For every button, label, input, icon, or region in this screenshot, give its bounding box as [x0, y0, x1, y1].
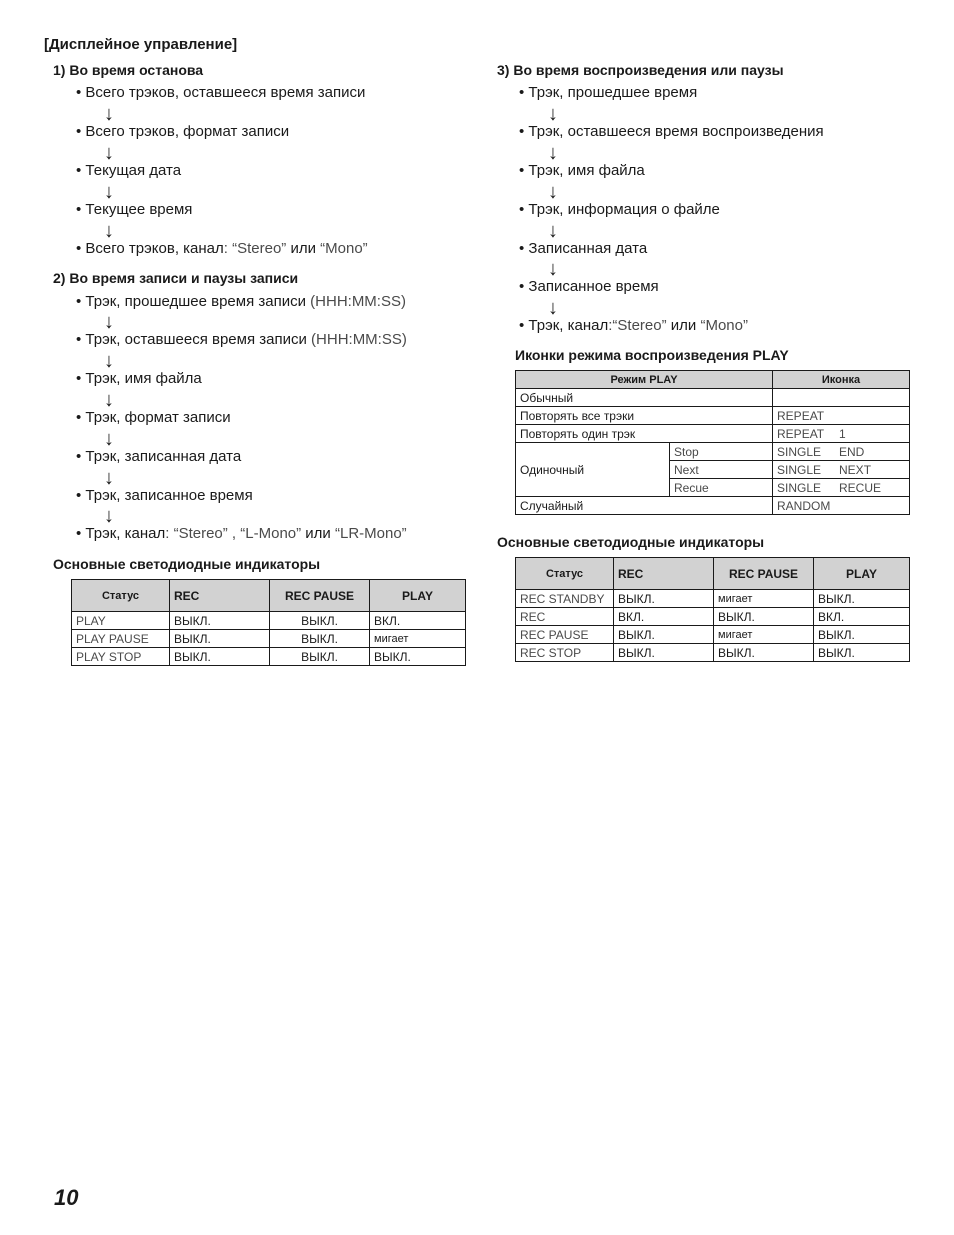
column-header: REC — [614, 558, 714, 590]
list-item: • Записанная дата — [519, 240, 648, 257]
list-item: • Трэк, записанное время — [76, 487, 253, 504]
table-cell: Next — [670, 461, 773, 479]
list-item — [76, 240, 368, 257]
table-cell: ВЫКЛ. — [170, 630, 270, 648]
column-header: REC PAUSE — [714, 558, 814, 590]
table-cell: ВКЛ. — [370, 612, 466, 630]
table-cell: ВЫКЛ. — [814, 590, 910, 608]
item-value: (HHH:MM:SS) — [310, 293, 406, 310]
table-cell: REC PAUSE — [516, 626, 614, 644]
table-cell: Повторять один трэк — [516, 425, 773, 443]
column-header: Статус — [72, 580, 170, 612]
table-header-row — [516, 558, 910, 590]
item-text: • Трэк, оставшееся время записи — [76, 331, 312, 348]
list-item: • Текущая дата — [76, 162, 182, 179]
table-header-row — [72, 580, 466, 612]
table-cell: ВЫКЛ. — [814, 626, 910, 644]
table-row — [72, 648, 466, 666]
down-arrow-icon: ↓ — [104, 311, 114, 333]
page-number: 10 — [54, 1185, 79, 1210]
table-row — [72, 612, 466, 630]
play-icons-table — [515, 370, 910, 515]
icon-text: SINGLE — [777, 444, 822, 459]
item-value: “LR-Mono” — [330, 525, 407, 542]
table-row — [516, 425, 910, 443]
table-cell: мигает — [370, 630, 466, 648]
section-3-heading: 3) Во время воспроизведения или паузы — [497, 62, 784, 78]
down-arrow-icon: ↓ — [104, 350, 114, 372]
list-item — [76, 525, 407, 542]
table-cell: Случайный — [516, 497, 773, 515]
down-arrow-icon: ↓ — [548, 220, 558, 242]
table-cell: ВЫКЛ. — [370, 648, 466, 666]
icon-text: RECUE — [839, 480, 882, 495]
item-value: : “Stereo” — [223, 240, 291, 257]
table-cell — [773, 389, 910, 407]
list-item — [76, 293, 406, 310]
list-item: • Трэк, записанная дата — [76, 448, 242, 465]
down-arrow-icon: ↓ — [104, 467, 114, 489]
list-item — [519, 317, 748, 334]
column-header: Иконка — [773, 371, 910, 389]
led-table-left — [71, 579, 466, 666]
column-header: REC — [170, 580, 270, 612]
down-arrow-icon: ↓ — [548, 142, 558, 164]
table-cell: REC STOP — [516, 644, 614, 662]
icon-text: END — [839, 444, 865, 459]
play-icons-heading: Иконки режима воспроизведения PLAY — [515, 347, 789, 363]
down-arrow-icon: ↓ — [548, 181, 558, 203]
item-value: :“Stereo” — [608, 317, 671, 334]
table-cell: ВКЛ. — [614, 608, 714, 626]
table-cell: ВЫКЛ. — [614, 644, 714, 662]
table-row — [516, 644, 910, 662]
table-cell: REC — [516, 608, 614, 626]
table-cell: ВКЛ. — [814, 608, 910, 626]
item-text: или — [305, 525, 331, 542]
icon-text: SINGLE — [777, 462, 822, 477]
table-cell — [773, 425, 910, 443]
down-arrow-icon: ↓ — [104, 103, 114, 125]
down-arrow-icon: ↓ — [104, 505, 114, 527]
table-cell: RANDOM — [773, 497, 910, 515]
table-row — [516, 497, 910, 515]
table-row — [516, 407, 910, 425]
table-cell: Stop — [670, 443, 773, 461]
table-row — [516, 590, 910, 608]
list-item: • Текущее время — [76, 201, 193, 218]
item-text: или — [290, 240, 316, 257]
item-value: : “Stereo” , “L-Mono” — [165, 525, 306, 542]
list-item: • Всего трэков, оставшееся время записи — [76, 84, 366, 101]
column-header: PLAY — [370, 580, 466, 612]
table-cell: Обычный — [516, 389, 773, 407]
column-header: PLAY — [814, 558, 910, 590]
table-row — [72, 630, 466, 648]
list-item: • Трэк, имя файла — [519, 162, 645, 179]
down-arrow-icon: ↓ — [104, 220, 114, 242]
column-header: Статус — [516, 558, 614, 590]
table-cell: мигает — [714, 626, 814, 644]
down-arrow-icon: ↓ — [104, 181, 114, 203]
down-arrow-icon: ↓ — [104, 428, 114, 450]
table-cell — [773, 443, 910, 461]
table-cell: ВЫКЛ. — [714, 644, 814, 662]
item-text: • Трэк, канал — [519, 317, 609, 334]
table-row — [516, 389, 910, 407]
column-header: REC PAUSE — [270, 580, 370, 612]
list-item — [76, 331, 407, 348]
table-cell: ВЫКЛ. — [170, 648, 270, 666]
down-arrow-icon: ↓ — [104, 389, 114, 411]
table-cell: PLAY PAUSE — [72, 630, 170, 648]
table-row — [516, 626, 910, 644]
table-cell: REPEAT — [773, 407, 910, 425]
list-item: • Трэк, оставшееся время воспроизведения — [519, 123, 824, 140]
page-title: [Дисплейное управление] — [44, 36, 238, 53]
led-heading-right: Основные светодиодные индикаторы — [497, 534, 765, 550]
led-heading-left: Основные светодиодные индикаторы — [53, 556, 321, 572]
table-header-row — [516, 371, 910, 389]
section-1-heading: 1) Во время останова — [53, 62, 204, 78]
table-cell: Recue — [670, 479, 773, 497]
table-cell: ВЫКЛ. — [614, 590, 714, 608]
table-cell: ВЫКЛ. — [614, 626, 714, 644]
led-table-right — [515, 557, 910, 662]
table-row — [516, 443, 910, 461]
list-item: • Трэк, прошедшее время — [519, 84, 698, 101]
table-cell: PLAY STOP — [72, 648, 170, 666]
item-text: или — [670, 317, 697, 334]
list-item: • Трэк, информация о файле — [519, 201, 720, 218]
table-cell: REC STANDBY — [516, 590, 614, 608]
icon-text: 1 — [839, 426, 846, 441]
table-cell: мигает — [714, 590, 814, 608]
table-cell: PLAY — [72, 612, 170, 630]
list-item: • Всего трэков, формат записи — [76, 123, 290, 140]
item-value: (HHH:MM:SS) — [311, 331, 407, 348]
item-text: • Трэк, прошедшее время записи — [76, 293, 311, 310]
table-cell: ВЫКЛ. — [814, 644, 910, 662]
table-cell: ВЫКЛ. — [270, 612, 370, 630]
table-cell: Повторять все трэки — [516, 407, 773, 425]
table-cell: ВЫКЛ. — [270, 630, 370, 648]
table-cell: ВЫКЛ. — [170, 612, 270, 630]
item-value: “Mono” — [696, 317, 748, 334]
table-cell: ВЫКЛ. — [714, 608, 814, 626]
down-arrow-icon: ↓ — [548, 297, 558, 319]
item-text: • Трэк, канал — [76, 525, 166, 542]
down-arrow-icon: ↓ — [548, 103, 558, 125]
table-cell — [773, 479, 910, 497]
list-item: • Трэк, имя файла — [76, 370, 202, 387]
section-2-heading: 2) Во время записи и паузы записи — [53, 270, 299, 286]
icon-text: REPEAT — [777, 426, 825, 441]
icon-text: NEXT — [839, 462, 872, 477]
item-value: “Mono” — [315, 240, 368, 257]
table-cell: Одиночный — [516, 443, 670, 497]
table-row — [516, 608, 910, 626]
table-cell: ВЫКЛ. — [270, 648, 370, 666]
column-header: Режим PLAY — [516, 371, 773, 389]
icon-text: SINGLE — [777, 480, 822, 495]
item-text: • Всего трэков, канал — [76, 240, 224, 257]
down-arrow-icon: ↓ — [104, 142, 114, 164]
down-arrow-icon: ↓ — [548, 258, 558, 280]
list-item: • Записанное время — [519, 278, 659, 295]
list-item: • Трэк, формат записи — [76, 409, 231, 426]
table-cell — [773, 461, 910, 479]
